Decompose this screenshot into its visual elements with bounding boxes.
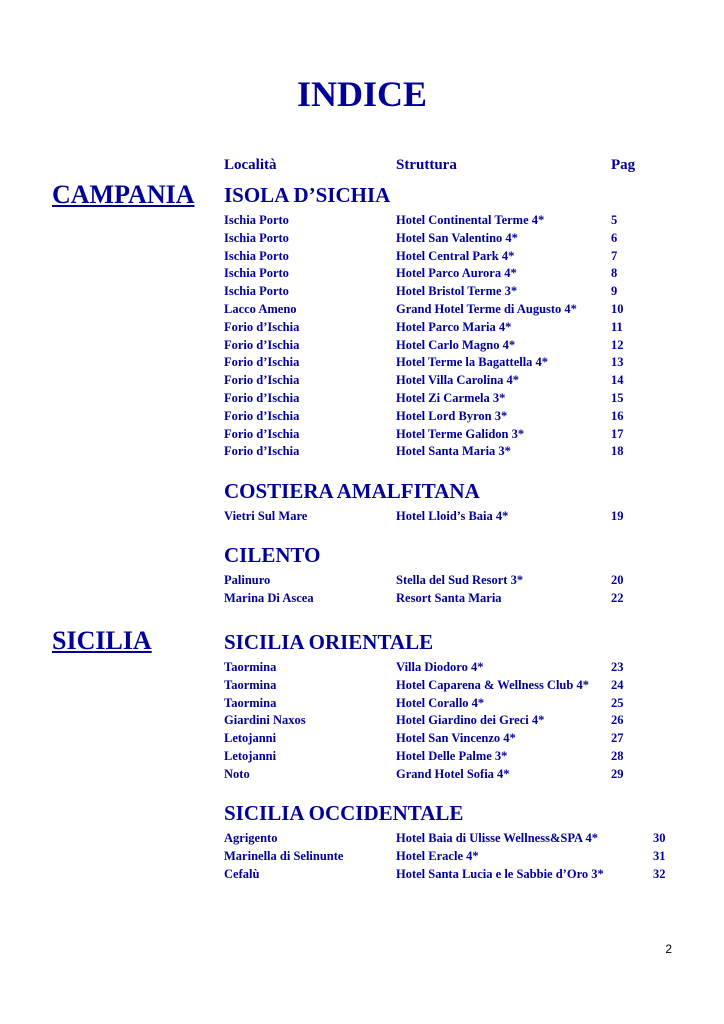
table-row <box>224 659 704 677</box>
page-cell: 8 <box>611 266 618 281</box>
localita-cell: Forio d’Ischia <box>224 426 300 441</box>
table-row <box>224 426 704 444</box>
page-cell: 23 <box>611 660 624 674</box>
struttura-cell: Stella del Sud Resort 3* <box>396 573 524 587</box>
localita-cell: Noto <box>224 766 250 781</box>
table-row <box>224 730 704 748</box>
section-title: ISOLA D’SICHIA <box>224 183 391 207</box>
page-cell: 10 <box>611 301 624 316</box>
table-row <box>224 390 704 408</box>
table-row <box>224 283 704 301</box>
table-row <box>224 443 704 461</box>
struttura-cell: Hotel Delle Palme 3* <box>396 748 508 763</box>
struttura-cell: Hotel Carlo Magno 4* <box>396 337 516 352</box>
page-cell: 20 <box>611 573 624 587</box>
table-row <box>224 372 704 390</box>
localita-cell: Forio d’Ischia <box>224 390 300 405</box>
struttura-cell: Resort Santa Maria <box>396 590 502 605</box>
localita-cell: Ischia Porto <box>224 266 289 281</box>
section-costiera-amalfitana <box>224 478 704 526</box>
table-row <box>224 212 704 230</box>
page-cell: 12 <box>611 337 624 352</box>
header-struttura: Struttura <box>396 157 457 173</box>
localita-cell: Forio d’Ischia <box>224 408 300 423</box>
table-row <box>224 408 704 426</box>
page-cell: 29 <box>611 766 624 781</box>
localita-cell: Taormina <box>224 677 277 692</box>
struttura-cell: Hotel Parco Maria 4* <box>396 319 512 334</box>
page-cell: 24 <box>611 677 624 692</box>
page-cell: 30 <box>653 831 666 845</box>
struttura-cell: Hotel Terme la Bagattella 4* <box>396 355 549 370</box>
page-cell: 22 <box>611 590 624 605</box>
table-row <box>224 265 704 283</box>
struttura-cell: Hotel Eracle 4* <box>396 848 479 863</box>
localita-cell: Ischia Porto <box>224 230 289 245</box>
struttura-cell: Hotel Lord Byron 3* <box>396 408 508 423</box>
localita-cell: Ischia Porto <box>224 213 289 227</box>
localita-cell: Agrigento <box>224 831 278 845</box>
localita-cell: Palinuro <box>224 573 271 587</box>
page-cell: 16 <box>611 408 624 423</box>
page-cell: 32 <box>653 866 666 881</box>
struttura-cell: Hotel Corallo 4* <box>396 695 485 710</box>
struttura-cell: Hotel Villa Carolina 4* <box>396 373 520 388</box>
struttura-cell: Grand Hotel Terme di Augusto 4* <box>396 301 577 316</box>
table-row <box>224 319 704 337</box>
table-row <box>224 866 704 884</box>
page-cell: 19 <box>611 509 624 523</box>
table-row <box>224 712 704 730</box>
table-row <box>224 848 704 866</box>
localita-cell: Lacco Ameno <box>224 301 297 316</box>
localita-cell: Ischia Porto <box>224 248 289 263</box>
header-localita: Località <box>224 157 277 173</box>
localita-cell: Forio d’Ischia <box>224 355 300 370</box>
table-row <box>224 248 704 266</box>
localita-cell: Ischia Porto <box>224 284 289 299</box>
table-row <box>224 830 704 848</box>
page-cell: 9 <box>611 284 618 299</box>
region-sicilia: SICILIA <box>52 626 152 655</box>
page-cell: 17 <box>611 426 624 441</box>
header-pag: Pag <box>611 157 636 173</box>
section-title: COSTIERA AMALFITANA <box>224 479 480 503</box>
struttura-cell: Hotel Baia di Ulisse Wellness&SPA 4* <box>396 831 598 845</box>
struttura-cell: Hotel Central Park 4* <box>396 248 515 263</box>
localita-cell: Letojanni <box>224 748 277 763</box>
page-cell: 13 <box>611 355 624 370</box>
localita-cell: Cefalù <box>224 866 260 881</box>
struttura-cell: Hotel Santa Maria 3* <box>396 444 511 459</box>
localita-cell: Taormina <box>224 695 277 710</box>
page-cell: 25 <box>611 695 624 710</box>
table-row <box>224 301 704 319</box>
section-title: SICILIA OCCIDENTALE <box>224 801 464 825</box>
struttura-cell: Hotel Continental Terme 4* <box>396 213 545 227</box>
struttura-cell: Hotel Terme Galidon 3* <box>396 426 525 441</box>
page-cell: 18 <box>611 444 624 459</box>
struttura-cell: Hotel Giardino dei Greci 4* <box>396 713 545 728</box>
table-row <box>224 695 704 713</box>
struttura-cell: Villa Diodoro 4* <box>396 660 484 674</box>
table-row <box>224 508 704 526</box>
struttura-cell: Hotel Zi Carmela 3* <box>396 390 506 405</box>
section-sicilia-occidentale <box>224 800 704 883</box>
table-row <box>224 572 704 590</box>
region-campania: CAMPANIA <box>52 180 195 209</box>
table-row <box>224 337 704 355</box>
localita-cell: Taormina <box>224 660 277 674</box>
page-cell: 6 <box>611 230 618 245</box>
page-cell: 28 <box>611 748 624 763</box>
localita-cell: Giardini Naxos <box>224 713 306 728</box>
section-isola-d-ischia <box>224 182 704 461</box>
page-cell: 7 <box>611 248 618 263</box>
struttura-cell: Grand Hotel Sofia 4* <box>396 766 510 781</box>
page-cell: 27 <box>611 731 624 746</box>
section-sicilia-orientale <box>224 629 704 784</box>
struttura-cell: Hotel Lloid’s Baia 4* <box>396 509 509 523</box>
localita-cell: Forio d’Ischia <box>224 373 300 388</box>
table-row <box>224 748 704 766</box>
page-title: INDICE <box>296 74 428 114</box>
page-cell: 31 <box>653 848 666 863</box>
struttura-cell: Hotel Caparena & Wellness Club 4* <box>396 677 589 692</box>
section-title: CILENTO <box>224 543 321 567</box>
localita-cell: Forio d’Ischia <box>224 444 300 459</box>
struttura-cell: Hotel San Valentino 4* <box>396 230 518 245</box>
page-number: 2 <box>665 942 672 956</box>
section-title: SICILIA ORIENTALE <box>224 630 434 654</box>
localita-cell: Forio d’Ischia <box>224 337 300 352</box>
page-cell: 26 <box>611 713 624 728</box>
table-row <box>224 766 704 784</box>
struttura-cell: Hotel Bristol Terme 3* <box>396 284 518 299</box>
page-cell: 11 <box>611 319 623 334</box>
table-row <box>224 590 704 608</box>
localita-cell: Marina Di Ascea <box>224 590 314 605</box>
localita-cell: Marinella di Selinunte <box>224 848 344 863</box>
struttura-cell: Hotel Santa Lucia e le Sabbie d’Oro 3* <box>396 866 604 881</box>
page-cell: 15 <box>611 390 624 405</box>
localita-cell: Vietri Sul Mare <box>224 509 308 523</box>
page-cell: 5 <box>611 213 618 227</box>
struttura-cell: Hotel Parco Aurora 4* <box>396 266 517 281</box>
localita-cell: Forio d’Ischia <box>224 319 300 334</box>
struttura-cell: Hotel San Vincenzo 4* <box>396 731 516 746</box>
table-row <box>224 677 704 695</box>
table-row <box>224 354 704 372</box>
page-cell: 14 <box>611 373 624 388</box>
section-cilento <box>224 542 704 608</box>
localita-cell: Letojanni <box>224 731 277 746</box>
table-row <box>224 230 704 248</box>
